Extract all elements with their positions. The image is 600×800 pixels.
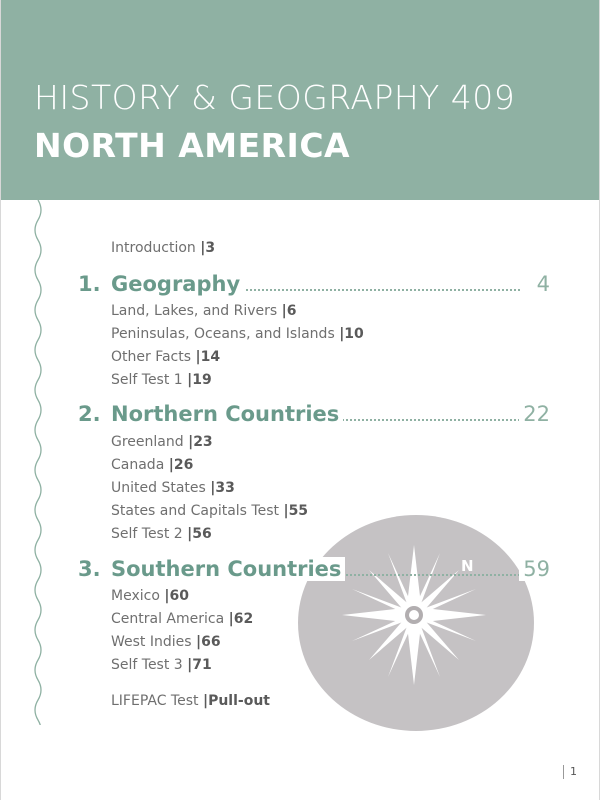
toc-item[interactable] (111, 503, 308, 519)
section-heading-1[interactable] (78, 272, 550, 304)
toc-item[interactable] (111, 303, 297, 319)
toc-item-page: |23 (188, 434, 213, 450)
toc-item-page: |71 (187, 657, 212, 673)
toc-item-page: |26 (168, 457, 194, 473)
book-title: HISTORY & GEOGRAPHY 409 (34, 78, 516, 117)
toc-intro-page: |3 (200, 240, 216, 256)
toc-intro-label: Introduction (111, 240, 196, 256)
toc-item-page: |14 (195, 349, 221, 365)
toc-intro[interactable] (111, 240, 215, 256)
section-page: 22 (519, 402, 550, 426)
section-title: Southern Countries (111, 557, 345, 581)
toc-item-page: |Pull-out (202, 693, 270, 709)
section-heading-3[interactable] (78, 557, 550, 589)
toc-item-page: |19 (187, 372, 212, 388)
toc-item-label: Other Facts (111, 349, 192, 365)
toc-item-page: |62 (228, 611, 254, 627)
toc-item[interactable] (111, 611, 253, 627)
toc-item-label: Land, Lakes, and Rivers (111, 303, 278, 319)
toc-item-label: Canada (111, 457, 165, 473)
toc-item-label: States and Capitals Test (111, 503, 279, 519)
toc-item-page: |10 (339, 326, 364, 342)
book-subtitle: NORTH AMERICA (34, 126, 351, 165)
section-number: 2. (78, 402, 101, 426)
section-number: 1. (78, 272, 101, 296)
toc-item[interactable] (111, 372, 212, 388)
section-title: Northern Countries (111, 402, 343, 426)
compass-north-letter: N (461, 557, 474, 575)
toc-item-page: |33 (210, 480, 235, 496)
toc-item-label: Mexico (111, 588, 160, 604)
toc-item[interactable] (111, 526, 212, 542)
toc-item-label: Central America (111, 611, 225, 627)
toc-final-test[interactable] (111, 693, 270, 709)
toc-item[interactable] (111, 457, 193, 473)
footer-page-number: 1 (570, 765, 577, 778)
toc-item-label: Self Test 3 (111, 657, 183, 673)
toc-item-page: |55 (283, 503, 309, 519)
toc-item[interactable] (111, 657, 212, 673)
toc-item[interactable] (111, 634, 221, 650)
section-heading-2[interactable] (78, 402, 550, 434)
footer-divider (563, 765, 564, 779)
toc-item-label: United States (111, 480, 206, 496)
toc-item-page: |6 (281, 303, 297, 319)
toc-item-label: LIFEPAC Test (111, 693, 199, 709)
toc-item[interactable] (111, 434, 213, 450)
section-page: 4 (533, 272, 550, 296)
section-number: 3. (78, 557, 101, 581)
toc-item[interactable] (111, 588, 189, 604)
toc-item[interactable] (111, 480, 235, 496)
toc-item-page: |56 (187, 526, 212, 542)
toc-item-page: |60 (164, 588, 189, 604)
toc-item-page: |66 (196, 634, 221, 650)
toc-item-label: Greenland (111, 434, 184, 450)
toc-item[interactable] (111, 349, 220, 365)
toc-item[interactable] (111, 326, 364, 342)
section-page: 59 (519, 557, 550, 581)
toc-item-label: West Indies (111, 634, 192, 650)
toc-item-label: Self Test 2 (111, 526, 183, 542)
toc-item-label: Peninsulas, Oceans, and Islands (111, 326, 335, 342)
section-title: Geography (111, 272, 244, 296)
toc-item-label: Self Test 1 (111, 372, 183, 388)
